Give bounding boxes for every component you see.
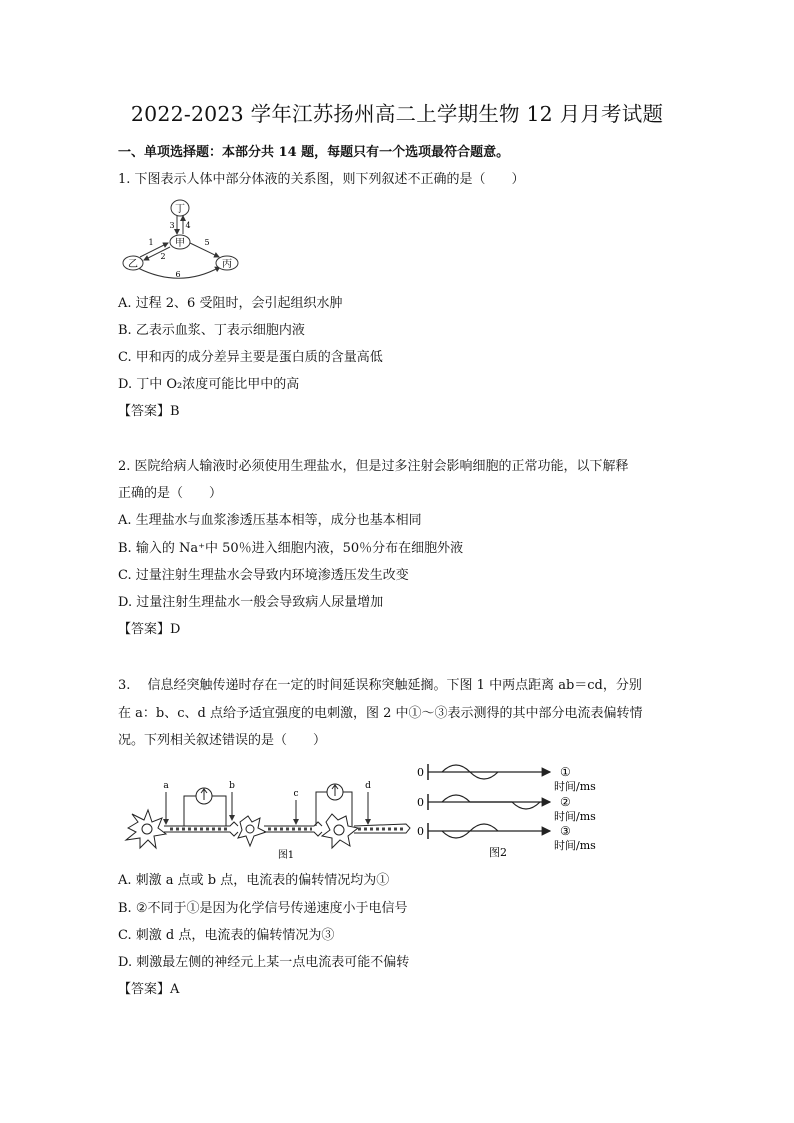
q2-answer: 【答案】D bbox=[118, 622, 181, 637]
trace-3-time-label: 时间/ms bbox=[554, 839, 596, 852]
q2-option-a: A. 生理盐水与血浆渗透压基本相等，成分也基本相同 bbox=[118, 513, 422, 528]
arrow-label: 3 bbox=[169, 221, 175, 230]
page-title: 2022-2023 学年江苏扬州高二上学期生物 12 月月考试题 bbox=[130, 102, 664, 126]
q3-option-b: B. ②不同于①是因为化学信号传递速度小于电信号 bbox=[118, 901, 408, 916]
q1-option-a: A. 过程 2、6 受阻时，会引起组织水肿 bbox=[118, 296, 343, 311]
q2-stem-line2: 正确的是（ ） bbox=[118, 486, 223, 501]
section-heading: 一、单项选择题：本部分共 14 题，每题只有一个选项最符合题意。 bbox=[118, 145, 510, 160]
q3-option-c: C. 刺激 d 点，电流表的偏转情况为③ bbox=[118, 928, 335, 943]
trace-3-marker: ③ bbox=[560, 824, 571, 838]
neuron-right bbox=[322, 814, 358, 848]
trace-1-time-label: 时间/ms bbox=[554, 780, 596, 793]
trace-2-zero: 0 bbox=[417, 796, 424, 809]
q1-answer: 【答案】B bbox=[118, 404, 180, 419]
point-d-label: d bbox=[365, 781, 371, 791]
arrow-label: 1 bbox=[148, 238, 154, 247]
q3-option-a: A. 刺激 a 点或 b 点，电流表的偏转情况均为① bbox=[118, 873, 390, 888]
arrow-label: 6 bbox=[175, 270, 181, 279]
figure-1-caption: 图1 bbox=[277, 850, 295, 861]
q3-option-d: D. 刺激最左侧的神经元上某一点电流表可能不偏转 bbox=[118, 955, 410, 970]
arrow-label: 5 bbox=[204, 238, 210, 247]
trace-2-marker: ② bbox=[560, 795, 571, 809]
q3-stem-line2: 在 a：b、c、d 点给予适宜强度的电刺激，图 2 中①～③表示测得的其中部分电流表偏转情 bbox=[118, 706, 643, 721]
q3-traces-figure-2 bbox=[412, 760, 596, 860]
q1-option-c: C. 甲和丙的成分差异主要是蛋白质的含量高低 bbox=[118, 350, 383, 365]
point-b-label: b bbox=[229, 781, 235, 791]
q1-option-d: D. 丁中 O₂浓度可能比甲中的高 bbox=[118, 377, 300, 392]
q3-stem-line1: 3. 信息经突触传递时存在一定的时间延误称突触延搁。下图 1 中两点距离 ab＝cd，分别 bbox=[118, 678, 642, 693]
figure-2-caption: 图2 bbox=[489, 846, 507, 859]
q2-stem-line1: 2. 医院给病人输液时必须使用生理盐水，但是过多注射会影响细胞的正常功能，以下解释 bbox=[118, 459, 629, 474]
q1-body-fluid-diagram bbox=[120, 197, 245, 282]
q3-stem-line3: 况。下列相关叙述错误的是（ ） bbox=[118, 733, 327, 748]
q2-option-d: D. 过量注射生理盐水一般会导致病人尿量增加 bbox=[118, 595, 384, 610]
node-label: 丁 bbox=[175, 204, 185, 215]
trace-1-zero: 0 bbox=[417, 766, 424, 779]
q1-stem: 1. 下图表示人体中部分体液的关系图，则下列叙述不正确的是（ ） bbox=[118, 172, 525, 187]
q3-answer: 【答案】A bbox=[118, 982, 180, 997]
point-c-label: c bbox=[293, 789, 299, 799]
q3-neuron-figure-1 bbox=[118, 770, 413, 862]
trace-2-time-label: 时间/ms bbox=[554, 810, 596, 823]
q1-option-b: B. 乙表示血浆、丁表示细胞内液 bbox=[118, 323, 305, 338]
node-label: 乙 bbox=[128, 259, 138, 270]
point-a-label: a bbox=[163, 781, 169, 791]
node-label: 甲 bbox=[175, 238, 185, 249]
node-label: 丙 bbox=[222, 259, 232, 270]
arrow-label: 4 bbox=[185, 221, 191, 230]
arrow-label: 2 bbox=[160, 252, 166, 261]
neuron-left bbox=[126, 810, 166, 848]
trace-1-marker: ① bbox=[560, 765, 571, 779]
q2-option-b: B. 输入的 Na⁺中 50％进入细胞内液，50％分布在细胞外液 bbox=[118, 541, 464, 556]
q2-option-c: C. 过量注射生理盐水会导致内环境渗透压发生改变 bbox=[118, 568, 409, 583]
neuron-middle bbox=[238, 816, 266, 846]
trace-3-zero: 0 bbox=[417, 825, 424, 838]
